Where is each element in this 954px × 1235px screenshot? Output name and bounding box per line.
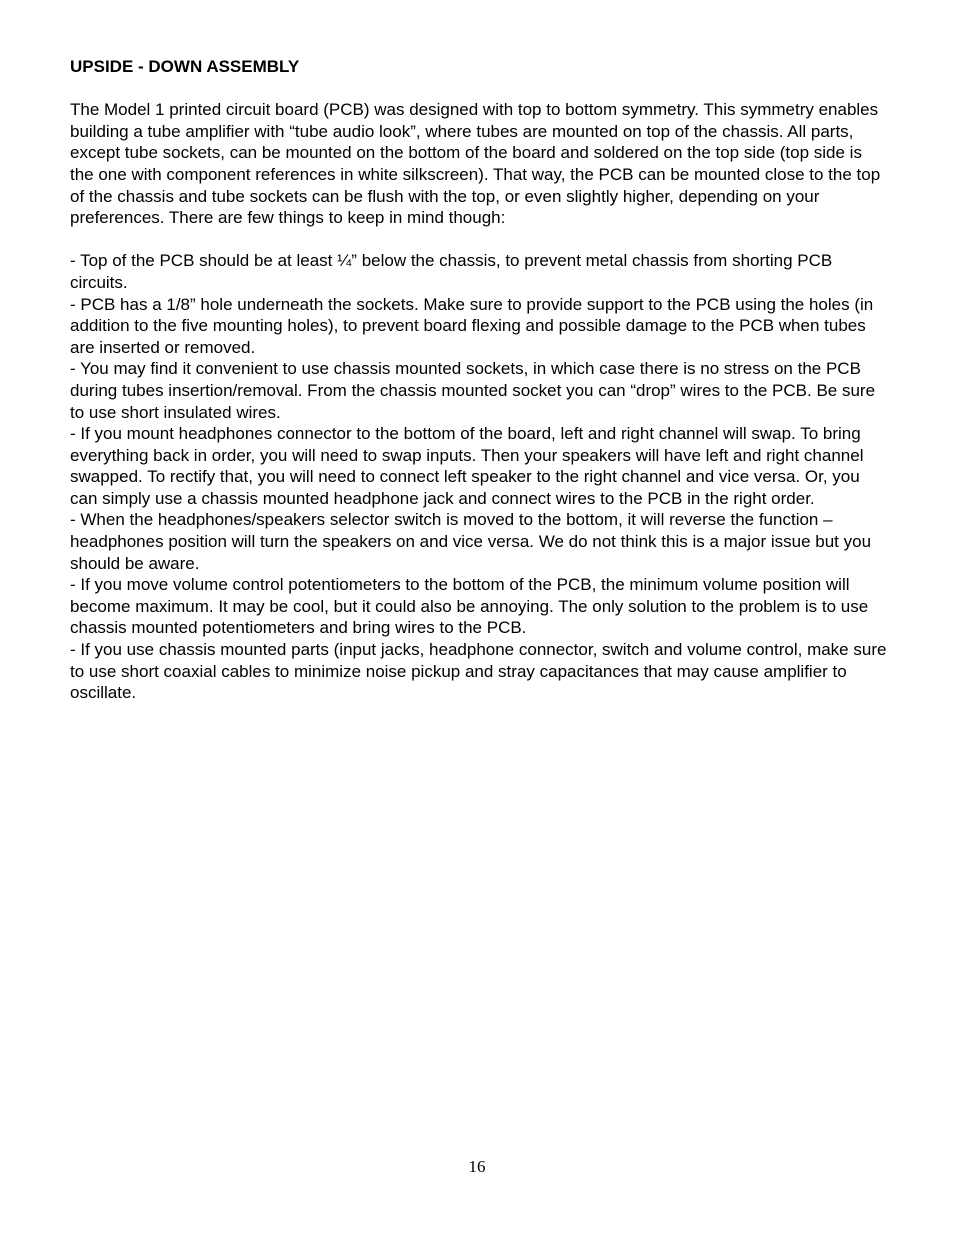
note-item: - PCB has a 1/8” hole underneath the sockets. Make sure to provide support to the PCB using the holes (in addition to the five mounting holes), to prevent board flexing and possible damage to the PCB when tubes are inserted or removed. [70, 294, 874, 357]
section-heading: UPSIDE - DOWN ASSEMBLY [70, 57, 300, 76]
note-item: - You may find it convenient to use chassis mounted sockets, in which case there is no stress on the PCB during tubes insertion/removal. From the chassis mounted socket you can “drop” wires to the PCB. Be sure to use short insulated wires. [70, 359, 876, 422]
note-item: - When the headphones/speakers selector switch is moved to the bottom, it will reverse the function – headphones position will turn the speakers on and vice versa. We do not think this is a major issue but you should be aware. [70, 510, 872, 573]
note-item: - If you mount headphones connector to the bottom of the board, left and right channel will swap. To bring everything back in order, you will need to swap inputs. Then your speakers will have left and right channel swapped. To rectify that, you will need to connect left speaker to the right channel and vice versa. Or, you can simply use a chassis mounted headphone jack and connect wires to the PCB in the right order. [70, 424, 864, 508]
page-number: 16 [468, 1157, 486, 1176]
spacer [70, 229, 890, 251]
notes-list [70, 250, 890, 703]
intro-paragraph: The Model 1 printed circuit board (PCB) was designed with top to bottom symmetry. This symmetry enables building a tube amplifier with “tube audio look”, where tubes are mounted on top of the chassis. All parts, except tube sockets, can be mounted on the bottom of the board and soldered on the top side (top side is the one with component references in white silkscreen). That way, the PCB can be mounted close to the top of the chassis and tube sockets can be flush with the top, or even slightly higher, depending on your preferences. There are few things to keep in mind though: [70, 100, 881, 228]
spacer [70, 78, 890, 100]
note-item: - If you move volume control potentiometers to the bottom of the PCB, the minimum volume position will become maximum. It may be cool, but it could also be annoying. The only solution to the problem is to use chassis mounted potentiometers and bring wires to the PCB. [70, 575, 869, 638]
note-item: - If you use chassis mounted parts (input jacks, headphone connector, switch and volume control, make sure to use short coaxial cables to minimize noise pickup and stray capacitances that may cause amplifier to oscillate. [70, 640, 887, 703]
document-body [70, 56, 890, 704]
note-item: - Top of the PCB should be at least ¼” below the chassis, to prevent metal chassis from shorting PCB circuits. [70, 251, 833, 292]
